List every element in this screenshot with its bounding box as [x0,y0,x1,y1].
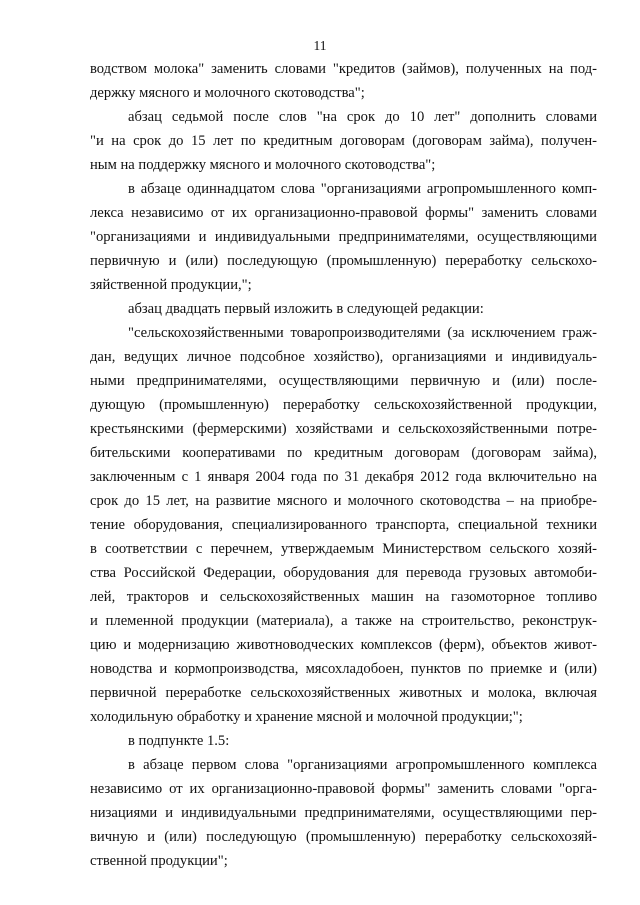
text-line: дующую (промышленную) переработку сельскохозяйственной продукции, [90,397,597,413]
text-line: ными предпринимателями, осуществляющими первичную и (или) после- [90,373,597,389]
text-line: крестьянскими (фермерскими) хозяйствами и сельскохозяйственными потре- [90,421,597,437]
text-line: в абзаце одиннадцатом слова "организациями агропромышленного комп- [128,181,597,197]
document-body [90,57,597,873]
text-line: зяйственной продукции,"; [90,277,252,293]
text-line: и племенной продукции (материала), а также на строительство, реконструк- [90,613,597,629]
text-line: "и на срок до 15 лет по кредитным договорам (договорам займа), получен- [90,133,597,149]
text-line: водством молока" заменить словами "кредитов (займов), полученных на под- [90,61,597,77]
text-line: в подпункте 1.5: [128,733,230,749]
text-line: холодильную обработку и хранение мясной и молочной продукции;"; [90,709,523,725]
paragraph [90,753,597,873]
text-line: бительскими кооперативами по кредитным договорам (договорам займа), [90,445,597,461]
text-line: заключенным с 1 января 2004 года по 31 декабря 2012 года включительно на [90,469,597,485]
text-line: держку мясного и молочного скотоводства"; [90,85,365,101]
text-line: в соответствии с перечнем, утверждаемым Министерством сельского хозяй- [90,541,597,557]
text-line: новодства и кормопроизводства, мясохладобоен, пунктов по приемке и (или) [90,661,597,677]
text-line: ства Российской Федерации, оборудования для перевода грузовых автомоби- [90,565,597,581]
text-line: ным на поддержку мясного и молочного скотоводства"; [90,157,436,173]
text-line: тение оборудования, специализированного транспорта, специальной техники [90,517,597,533]
text-line: абзац двадцать первый изложить в следующей редакции: [128,301,484,317]
paragraph [90,729,597,753]
paragraph [90,105,597,177]
text-line: низациями и индивидуальными предпринимателями, осуществляющими пер- [90,805,597,821]
text-line: первичную и (или) последующую (промышленную) переработку сельскохо- [90,253,597,269]
text-line: лей, тракторов и сельскохозяйственных машин на газомоторное топливо [90,589,597,605]
text-line: в абзаце первом слова "организациями агропромышленного комплекса [128,757,597,773]
paragraph [90,297,597,321]
text-line: дан, ведущих личное подсобное хозяйство), организациями и индивидуаль- [90,349,597,365]
paragraph [90,177,597,297]
text-line: лекса независимо от их организационно-правовой формы" заменить словами [90,205,597,221]
text-line: абзац седьмой после слов "на срок до 10 лет" дополнить словами [128,109,597,125]
text-line: независимо от их организационно-правовой формы" заменить словами "орга- [90,781,597,797]
text-line: ственной продукции"; [90,853,228,869]
text-line: вичную и (или) последующую (промышленную) переработку сельскохозяй- [90,829,597,845]
paragraph [90,57,597,105]
paragraph [90,321,597,729]
text-line: срок до 15 лет, на развитие мясного и молочного скотоводства – на приобре- [90,493,597,509]
page-number: 11 [313,38,327,53]
text-line: первичной переработке сельскохозяйственных животных и молока, включая [90,685,597,701]
text-line: "организациями и индивидуальными предпринимателями, осуществляющими [90,229,597,245]
text-line: цию и модернизацию животноводческих комплексов (ферм), объектов живот- [90,637,597,653]
text-line: "сельскохозяйственными товаропроизводителями (за исключением граж- [128,325,597,341]
